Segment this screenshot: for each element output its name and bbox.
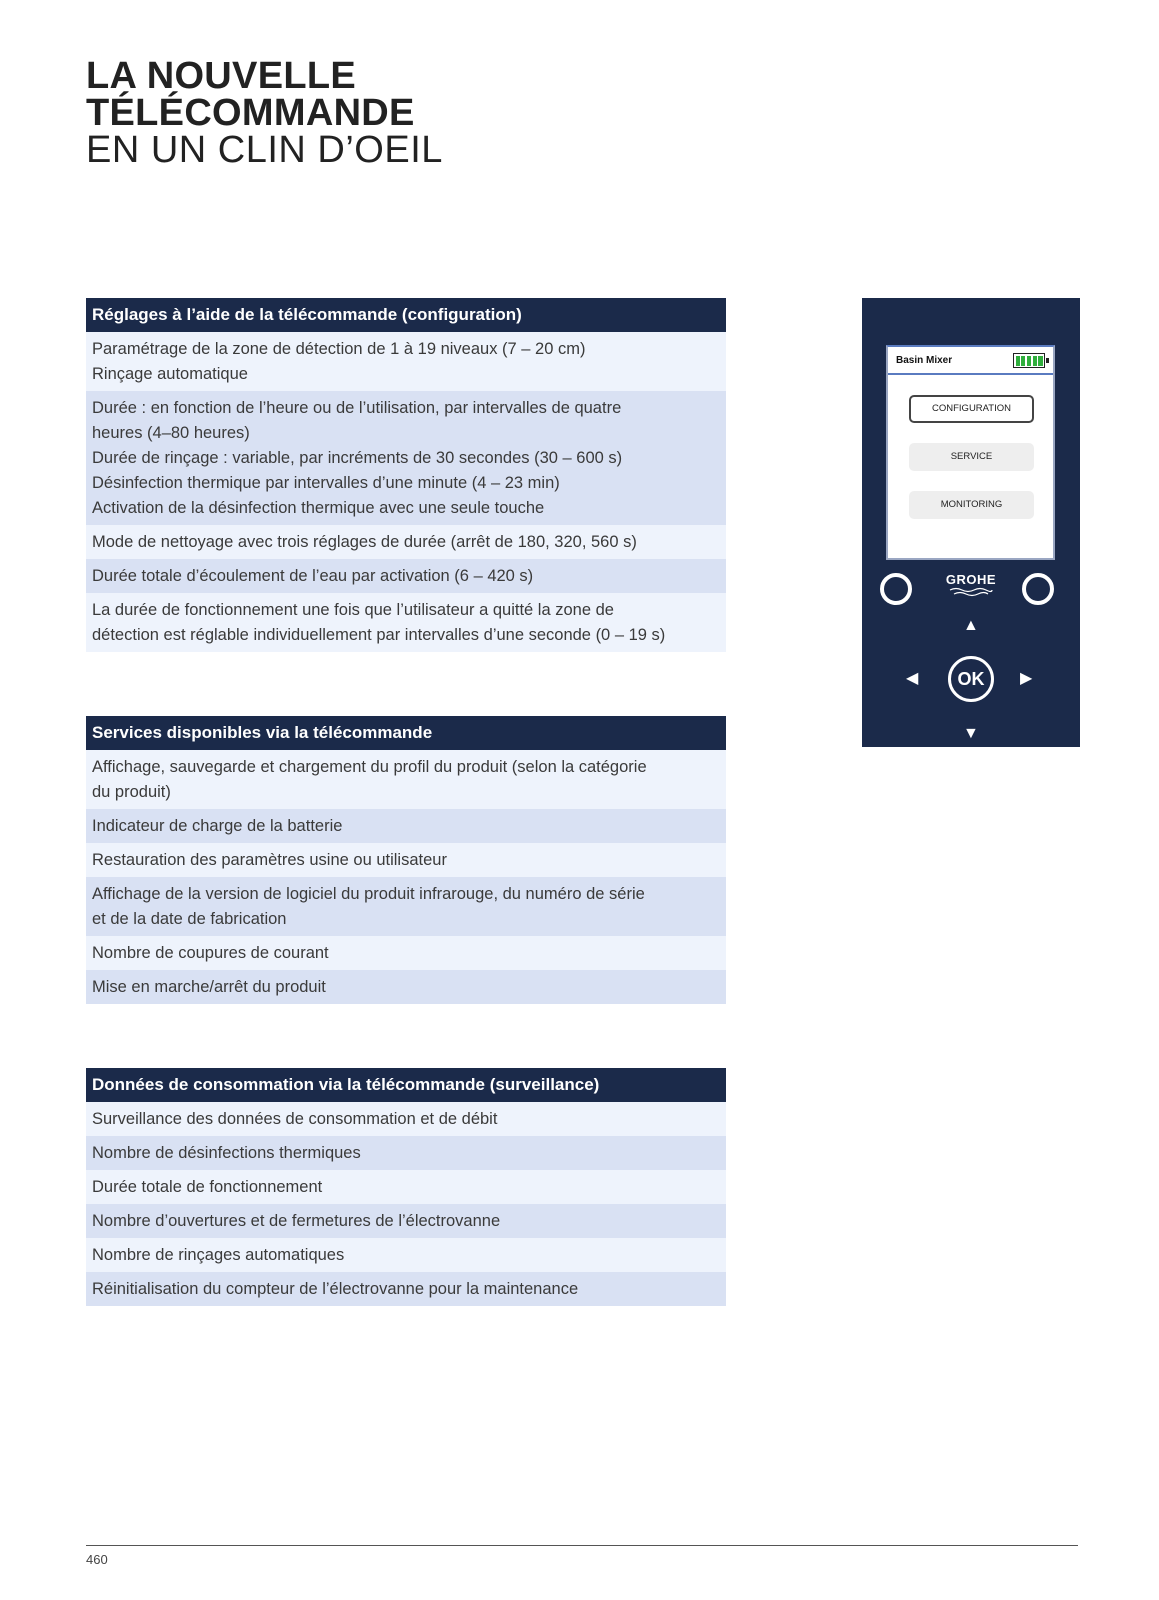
service-menu-button[interactable]: SERVICE bbox=[909, 443, 1034, 471]
remote-control bbox=[862, 298, 1080, 747]
up-arrow-button[interactable]: ▲ bbox=[963, 617, 979, 634]
row-text: Durée totale de fonctionnement bbox=[92, 1178, 323, 1196]
screen-title: Basin Mixer bbox=[896, 355, 953, 366]
footer-divider bbox=[86, 1545, 1078, 1546]
ok-button[interactable]: OK bbox=[948, 656, 994, 702]
row-text: Paramétrage de la zone de détection de 1 à 19 niveaux (7 – 20 cm) bbox=[92, 340, 586, 358]
down-arrow-button[interactable]: ▼ bbox=[963, 725, 979, 742]
title-line-3: EN UN CLIN D’OEIL bbox=[86, 129, 443, 171]
battery-icon bbox=[1013, 353, 1045, 368]
configuration-menu-button[interactable]: CONFIGURATION bbox=[909, 395, 1034, 423]
row-text: Mode de nettoyage avec trois réglages de durée (arrêt de 180, 320, 560 s) bbox=[92, 533, 637, 551]
waves-icon bbox=[944, 587, 998, 597]
table-row bbox=[86, 970, 726, 1004]
row-text: Affichage de la version de logiciel du produit infrarouge, du numéro de série bbox=[92, 885, 645, 903]
table-row bbox=[86, 750, 726, 809]
row-text: Nombre d’ouvertures et de fermetures de l’électrovanne bbox=[92, 1212, 501, 1230]
table-row bbox=[86, 936, 726, 970]
row-text: Restauration des paramètres usine ou utilisateur bbox=[92, 851, 447, 869]
row-text: Activation de la désinfection thermique avec une seule touche bbox=[92, 499, 545, 517]
row-text: Indicateur de charge de la batterie bbox=[92, 817, 343, 835]
monitoring-header: Données de consommation via la télécommande (surveillance) bbox=[86, 1068, 726, 1102]
remote-screen bbox=[886, 345, 1055, 560]
right-arrow-button[interactable]: ▶ bbox=[1020, 670, 1033, 687]
monitoring-table bbox=[86, 1068, 726, 1306]
right-soft-key-button[interactable] bbox=[1022, 573, 1054, 605]
row-text: Nombre de rinçages automatiques bbox=[92, 1246, 345, 1264]
row-text: Durée totale d’écoulement de l’eau par activation (6 – 420 s) bbox=[92, 567, 534, 585]
services-table bbox=[86, 716, 726, 1004]
title-line-2: TÉLÉCOMMANDE bbox=[86, 92, 415, 134]
row-text: Rinçage automatique bbox=[92, 365, 248, 383]
table-row bbox=[86, 1170, 726, 1204]
page-title bbox=[86, 55, 443, 171]
row-text: Nombre de coupures de courant bbox=[92, 944, 329, 962]
table-row bbox=[86, 1204, 726, 1238]
table-row bbox=[86, 332, 726, 391]
table-row bbox=[86, 1238, 726, 1272]
table-row bbox=[86, 391, 726, 525]
table-row bbox=[86, 809, 726, 843]
row-text: Surveillance des données de consommation et de débit bbox=[92, 1110, 498, 1128]
row-text: Réinitialisation du compteur de l’électrovanne pour la maintenance bbox=[92, 1280, 579, 1298]
row-text: La durée de fonctionnement une fois que l’utilisateur a quitté la zone de bbox=[92, 601, 614, 619]
title-line-1: LA NOUVELLE bbox=[86, 55, 357, 97]
table-row bbox=[86, 1272, 726, 1306]
table-row bbox=[86, 1136, 726, 1170]
table-row bbox=[86, 593, 726, 652]
monitoring-menu-button[interactable]: MONITORING bbox=[909, 491, 1034, 519]
row-text: Affichage, sauvegarde et chargement du profil du produit (selon la catégorie bbox=[92, 758, 647, 776]
grohe-logo bbox=[944, 572, 998, 597]
row-text: Mise en marche/arrêt du produit bbox=[92, 978, 326, 996]
row-text: Durée de rinçage : variable, par incréments de 30 secondes (30 – 600 s) bbox=[92, 449, 623, 467]
row-text: Désinfection thermique par intervalles d’une minute (4 – 23 min) bbox=[92, 474, 560, 492]
services-header: Services disponibles via la télécommande bbox=[86, 716, 726, 750]
row-text: Durée : en fonction de l’heure ou de l’utilisation, par intervalles de quatre bbox=[92, 399, 622, 417]
row-text: détection est réglable individuellement par intervalles d’une seconde (0 – 19 s) bbox=[92, 626, 666, 644]
table-row bbox=[86, 525, 726, 559]
table-row bbox=[86, 877, 726, 936]
left-soft-key-button[interactable] bbox=[880, 573, 912, 605]
brand-name: GROHE bbox=[945, 572, 997, 587]
table-row bbox=[86, 559, 726, 593]
table-row bbox=[86, 1102, 726, 1136]
table-row bbox=[86, 843, 726, 877]
row-text: heures (4–80 heures) bbox=[92, 424, 250, 442]
configuration-header: Réglages à l’aide de la télécommande (configuration) bbox=[86, 298, 726, 332]
row-text: Nombre de désinfections thermiques bbox=[92, 1144, 361, 1162]
row-text: du produit) bbox=[92, 783, 171, 801]
row-text: et de la date de fabrication bbox=[92, 910, 287, 928]
configuration-table bbox=[86, 298, 726, 652]
screen-title-bar bbox=[888, 347, 1053, 375]
page-number: 460 bbox=[86, 1552, 108, 1567]
left-arrow-button[interactable]: ◀ bbox=[906, 670, 919, 687]
